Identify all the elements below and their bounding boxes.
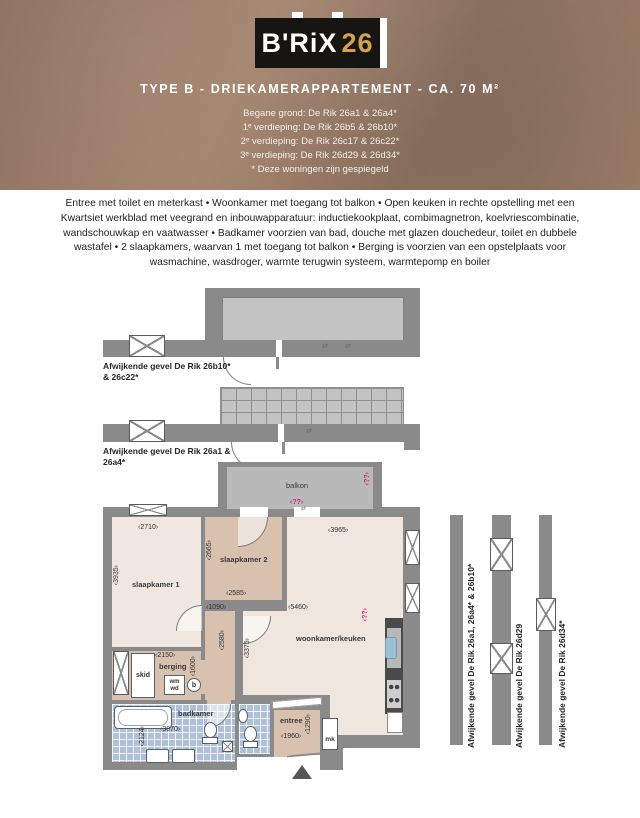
facade2-wall-stub bbox=[282, 442, 285, 454]
facade1-terrace bbox=[222, 297, 404, 343]
skid-unit bbox=[131, 653, 155, 698]
washbasin-icon bbox=[146, 749, 169, 763]
entree-label: entree bbox=[280, 716, 303, 725]
right-facade-strip2-window-icon bbox=[490, 538, 513, 571]
entrance-arrow-icon bbox=[292, 765, 312, 779]
toilet2-tank bbox=[243, 741, 258, 748]
toilet-bowl-icon bbox=[204, 722, 217, 738]
dim-woon-top: ‹3965› bbox=[328, 527, 349, 534]
right-facade-label3: Afwijkende gevel De Rik 26d34* bbox=[557, 620, 567, 748]
dim-entree-width: ‹1960› bbox=[281, 733, 302, 740]
facade2-label bbox=[103, 446, 231, 467]
boiler-icon bbox=[187, 678, 201, 692]
kitchen-cabinet bbox=[387, 712, 403, 733]
boiler-label: b bbox=[191, 681, 197, 689]
brick-facade-band bbox=[220, 387, 404, 425]
dim-woon-depth: ‹3375› bbox=[244, 638, 251, 659]
logo-plate bbox=[255, 18, 380, 68]
apartment-description: Entree met toilet en meterkast • Woonkamer met toegang tot balkon • Open keuken in rechte opstelling met een Kwartsiet werkblad met veegrand en inbouwapparatuur: inductiekookplaat, combimagnetron, koelvriescombinatie, wandschouwkap en vaatwasser • Badkamer voorzien van bad, douche met glazen douchedeur, toilet en dubbele wastafel • 2 slaapkamers, waarvan 1 met toegang tot balkon • Berging is voorzien van een opstelplaats voor wasmachine, wasdroger, warmte terugwin systeem, warmtepomp en boiler bbox=[60, 198, 580, 269]
woonkamer-window-icon bbox=[405, 530, 420, 565]
bottom-cutout bbox=[237, 757, 287, 770]
fountain-basin-icon bbox=[238, 709, 248, 723]
right-facade-strip3-window-icon bbox=[536, 598, 556, 631]
page-title: TYPE B - DRIEKAMERAPPARTEMENT - CA. 70 M² bbox=[140, 82, 500, 96]
balkon-dim-width: ‹??› bbox=[290, 499, 304, 506]
wd-label: wd bbox=[170, 686, 179, 692]
facade1-wall-stub bbox=[276, 357, 279, 369]
facade2-slide-arrow-icon: ⇄ bbox=[306, 428, 312, 435]
balkon-slide-gap bbox=[294, 507, 320, 517]
header-banner bbox=[0, 0, 640, 190]
hall-floor bbox=[205, 611, 235, 700]
right-facade-strip2-window2-icon bbox=[490, 643, 513, 674]
toilet-tank bbox=[202, 737, 218, 744]
facade2-door-gap bbox=[278, 424, 284, 442]
slaapkamer1-label: slaapkamer 1 bbox=[132, 580, 180, 589]
facade1-slide-arrow-icon: ⇄ bbox=[345, 343, 351, 350]
dim-badkamer-width: ‹3870› bbox=[160, 726, 181, 733]
slaapkamer1-window-icon bbox=[129, 504, 167, 516]
facade2-label-line1: Afwijkende gevel De Rik 26a1 & bbox=[103, 446, 231, 456]
balkon-door-gap bbox=[240, 507, 268, 517]
right-facade-label1: Afwijkende gevel De Rik 26a1, 26a4* & 26b10* bbox=[466, 563, 476, 748]
right-facade-label2: Afwijkende gevel De Rik 26d29 bbox=[514, 623, 524, 748]
floor-line-footnote: * Deze woningen zijn gespiegeld bbox=[251, 164, 389, 175]
floor-line: 1ᵉ verdieping: De Rik 26b5 & 26b10* bbox=[242, 122, 398, 133]
dim-hall-width: ‹1090› bbox=[206, 604, 227, 611]
kitchen-sink-icon bbox=[385, 637, 397, 659]
facade1-label bbox=[103, 361, 231, 382]
berging-label: berging bbox=[159, 662, 187, 671]
floor-line: 3ᵉ verdieping: De Rik 26d29 & 26d34* bbox=[240, 150, 400, 161]
dim-berging-width: ‹2150› bbox=[155, 652, 176, 659]
dim-s2-depth: ‹2665› bbox=[206, 540, 213, 561]
dim-badkamer-depth: ‹2124› bbox=[139, 726, 146, 747]
slaapkamer2-label: slaapkamer 2 bbox=[220, 555, 268, 564]
dim-woon-width: ‹5460› bbox=[288, 604, 309, 611]
facade1-label-line2: & 26c22* bbox=[103, 371, 139, 382]
logo-bar-icon bbox=[380, 18, 387, 68]
brand-number: 26 bbox=[341, 27, 374, 58]
facade1-window-icon bbox=[129, 335, 165, 357]
facade2-wall-block bbox=[404, 424, 420, 450]
dim-s1-depth: ‹3935› bbox=[113, 565, 120, 586]
facade2-window-icon bbox=[129, 420, 165, 442]
dim-hall-depth: ‹2580› bbox=[219, 630, 226, 651]
facade1-slide-arrow-icon: ⇄ bbox=[322, 343, 328, 350]
berging-hall-opening bbox=[201, 660, 205, 694]
brand-text: B'RiX bbox=[261, 27, 338, 58]
dim-s2-width: ‹2585› bbox=[226, 590, 247, 597]
facade2-label-line2: 26a4* bbox=[103, 456, 126, 467]
dim-berging-depth: ‹1600› bbox=[190, 656, 197, 677]
facade1-door-gap bbox=[276, 340, 282, 357]
dim-s1-width: ‹2710› bbox=[138, 524, 159, 531]
washbasin2-icon bbox=[172, 749, 195, 763]
toilet2-bowl-icon bbox=[244, 726, 257, 742]
washer-dryer-unit bbox=[164, 675, 185, 695]
balkon-dim-depth: ‹??› bbox=[364, 472, 371, 486]
dim-entree-depth: ‹1290› bbox=[305, 714, 312, 735]
floor-address-list bbox=[0, 107, 640, 177]
balkon-slide-arrow-icon: ⇄ bbox=[301, 506, 307, 512]
brand-name bbox=[262, 28, 374, 59]
skid-label: skid bbox=[135, 672, 150, 679]
balkon-label: balkon bbox=[286, 481, 309, 490]
bathtub-inner bbox=[118, 709, 168, 726]
kitchen-stove-icon bbox=[387, 680, 401, 708]
badkamer-label: badkamer bbox=[178, 709, 214, 718]
meterkast-label: mk bbox=[325, 736, 335, 743]
floor-line: Begane grond: De Rik 26a1 & 26a4* bbox=[243, 108, 397, 119]
woonkamer-label: woonkamer/keuken bbox=[296, 634, 366, 643]
woonkamer-window2-icon bbox=[405, 583, 420, 613]
wm-label: wm bbox=[169, 679, 180, 685]
berging-closet-icon bbox=[113, 651, 129, 695]
shaft-icon bbox=[222, 741, 233, 752]
floor-line: 2ᵉ verdieping: De Rik 26c17 & 26c22* bbox=[240, 136, 400, 147]
dim-woon-unknown: ‹??› bbox=[362, 608, 369, 622]
facade1-label-line1: Afwijkende gevel De Rik 26b10* bbox=[103, 361, 231, 371]
right-facade-strip1 bbox=[450, 515, 463, 745]
meterkast-box bbox=[322, 718, 338, 750]
